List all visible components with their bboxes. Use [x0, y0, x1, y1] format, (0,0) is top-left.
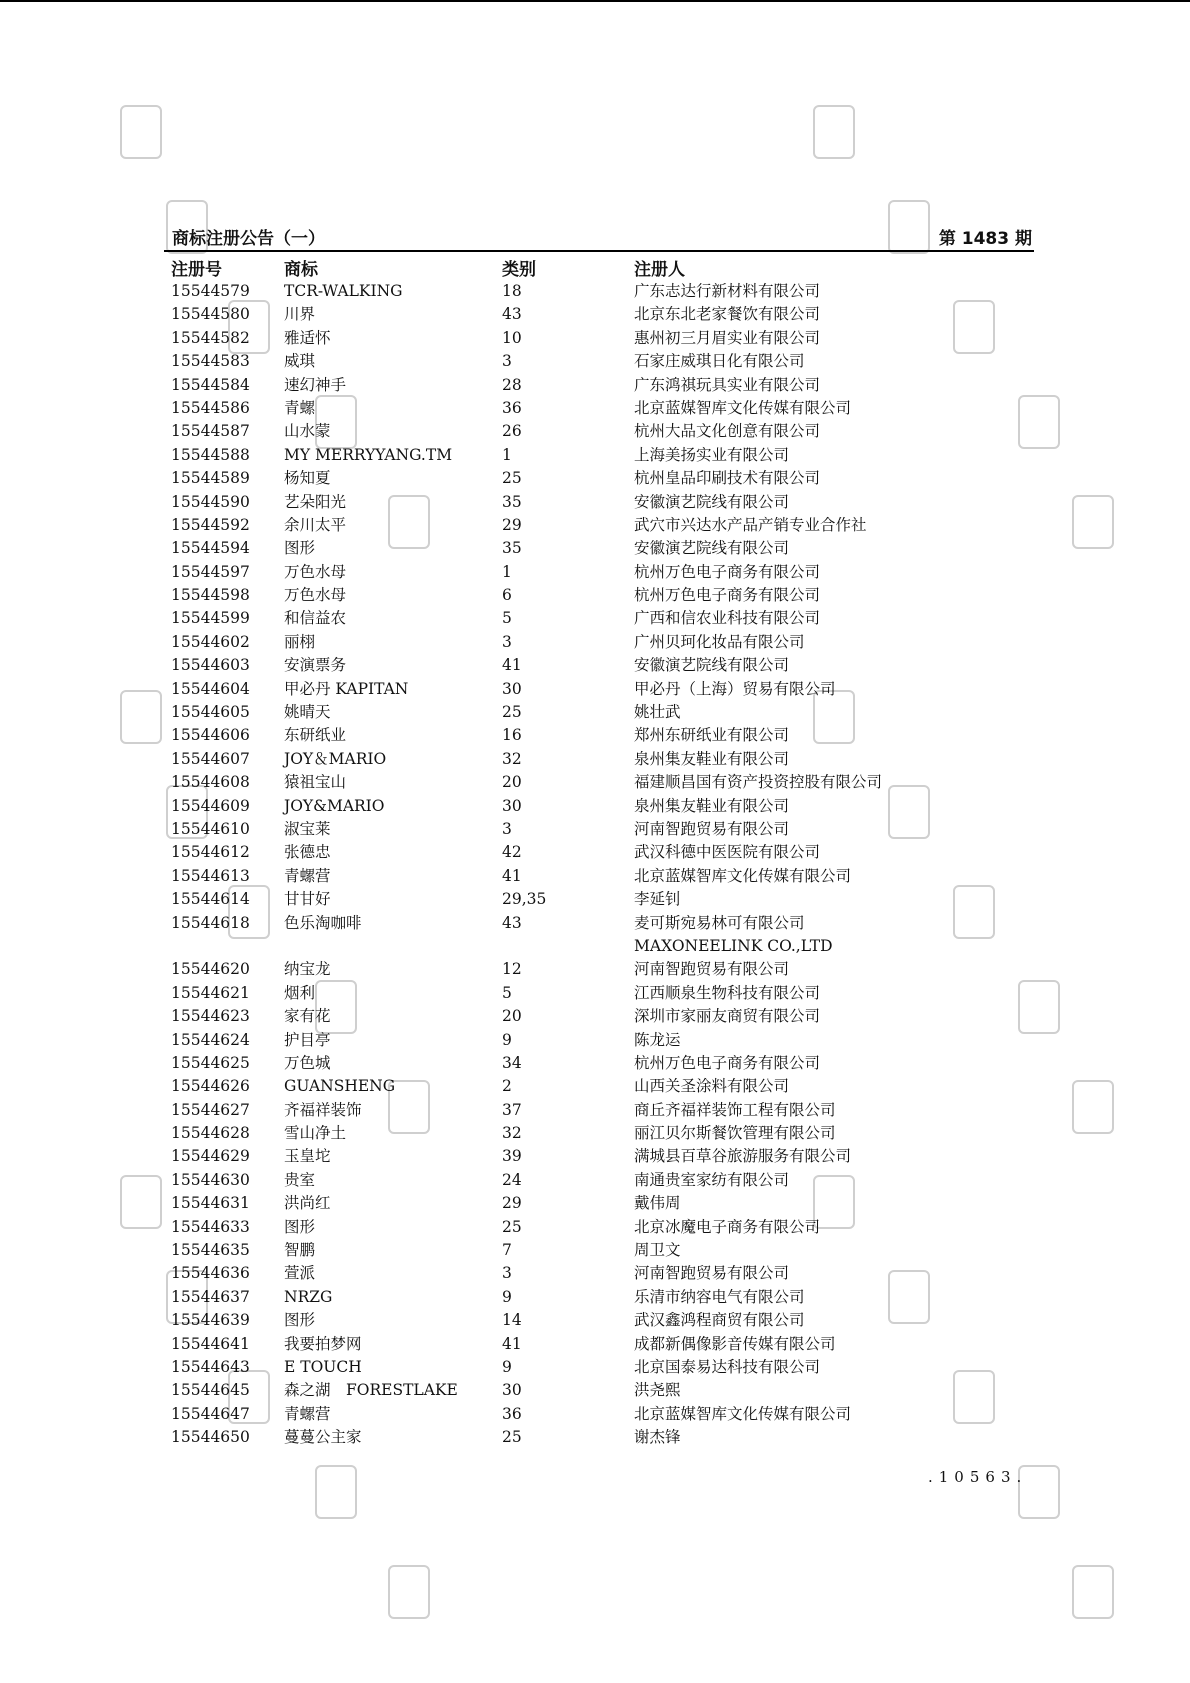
- class-cell: 9: [502, 1357, 512, 1376]
- reg-no-cell: 15544625: [171, 1053, 250, 1072]
- reg-no-cell: 15544639: [171, 1311, 250, 1330]
- reg-no-cell: 15544627: [171, 1100, 250, 1119]
- reg-no-cell: 15544580: [171, 305, 250, 324]
- reg-no-cell: 15544603: [171, 656, 250, 675]
- class-cell: 36: [502, 398, 522, 417]
- mark-cell: 速幻神手: [284, 375, 347, 394]
- mark-cell: 图形: [284, 539, 316, 558]
- owner-cell: 北京冰魔电子商务有限公司: [634, 1217, 821, 1236]
- class-cell: 36: [502, 1404, 522, 1423]
- reg-no-cell: 15544643: [171, 1357, 250, 1376]
- table-row: [0, 1122, 1190, 1145]
- class-cell: 41: [502, 866, 522, 885]
- table-row: [0, 724, 1190, 747]
- mark-cell: 玉皇坨: [284, 1147, 331, 1166]
- class-cell: 43: [502, 913, 522, 932]
- table-row: [0, 467, 1190, 490]
- owner-cell: 江西顺泉生物科技有限公司: [634, 983, 821, 1002]
- class-cell: 26: [502, 422, 522, 441]
- owner-cell: 成都新偶像影音传媒有限公司: [634, 1334, 836, 1353]
- class-cell: 29: [502, 1194, 522, 1213]
- table-row: [0, 397, 1190, 420]
- table-row: [0, 1029, 1190, 1052]
- page-number: .10563.: [928, 1468, 1028, 1486]
- owner-cell: 麦可斯宛易林可有限公司: [634, 913, 805, 932]
- mark-cell: TCR-WALKING: [284, 282, 403, 300]
- owner-cell: 杭州皇品印刷技术有限公司: [634, 469, 821, 488]
- class-cell: 5: [502, 983, 512, 1002]
- column-header-owner: 注册人: [634, 260, 685, 280]
- mark-cell: 余川太平: [284, 515, 347, 534]
- watermark-stamp: [813, 105, 855, 159]
- owner-cell: 河南智跑贸易有限公司: [634, 1264, 790, 1283]
- owner-cell: 杭州万色电子商务有限公司: [634, 1053, 821, 1072]
- class-cell: 12: [502, 960, 522, 979]
- reg-no-cell: 15544584: [171, 375, 250, 394]
- class-cell: 32: [502, 749, 522, 768]
- table-row: [0, 350, 1190, 373]
- mark-cell: 山水蒙: [284, 422, 331, 441]
- document-title: 商标注册公告（一）: [172, 229, 325, 249]
- class-cell: 14: [502, 1311, 522, 1330]
- owner-cell: 南通贵室家纺有限公司: [634, 1170, 790, 1189]
- reg-no-cell: 15544607: [171, 749, 250, 768]
- table-row: [0, 303, 1190, 326]
- reg-no-cell: 15544588: [171, 445, 250, 464]
- reg-no-cell: 15544621: [171, 983, 250, 1002]
- mark-cell: 护目亭: [284, 1030, 331, 1049]
- owner-cell: 广西和信农业科技有限公司: [634, 609, 821, 628]
- table-row: [0, 888, 1190, 911]
- mark-cell: 青螺营: [284, 1404, 331, 1423]
- column-header-reg-no: 注册号: [171, 260, 222, 280]
- mark-cell: 蔓蔓公主家: [284, 1428, 362, 1447]
- owner-cell: 山西关圣涂料有限公司: [634, 1077, 790, 1096]
- reg-no-cell: 15544605: [171, 703, 250, 722]
- owner-cell: 广东志达行新材料有限公司: [634, 282, 821, 300]
- reg-no-cell: 15544636: [171, 1264, 250, 1283]
- mark-cell: 烟利: [284, 983, 316, 1002]
- owner-cell: 泉州集友鞋业有限公司: [634, 796, 790, 815]
- reg-no-cell: 15544618: [171, 913, 250, 932]
- class-cell: 5: [502, 609, 512, 628]
- reg-no-cell: 15544604: [171, 679, 250, 698]
- table-row: [0, 1169, 1190, 1192]
- table-row: [0, 374, 1190, 397]
- watermark-stamp: [388, 1565, 430, 1619]
- table-row: [0, 280, 1190, 303]
- class-cell: 10: [502, 328, 522, 347]
- table-row: [0, 1005, 1190, 1028]
- table-row: [0, 607, 1190, 630]
- table-row: [0, 1262, 1190, 1285]
- owner-cell: 武汉鑫鸿程商贸有限公司: [634, 1311, 805, 1330]
- owner-cell: 李延钊: [634, 890, 681, 909]
- class-cell: 30: [502, 1381, 522, 1400]
- class-cell: 9: [502, 1030, 512, 1049]
- watermark-stamp: [315, 1465, 357, 1519]
- mark-cell: 洪尚红: [284, 1194, 331, 1213]
- reg-no-cell: 15544620: [171, 960, 250, 979]
- trademark-table: [0, 280, 1190, 1450]
- reg-no-cell: 15544597: [171, 562, 250, 581]
- reg-no-cell: 15544598: [171, 586, 250, 605]
- owner-cell: 广州贝珂化妆品有限公司: [634, 632, 805, 651]
- reg-no-cell: 15544599: [171, 609, 250, 628]
- mark-cell: JOY&MARIO: [284, 796, 385, 815]
- reg-no-cell: 15544635: [171, 1241, 250, 1260]
- reg-no-cell: 15544614: [171, 890, 250, 909]
- reg-no-cell: 15544579: [171, 282, 250, 300]
- column-header-mark: 商标: [284, 260, 318, 280]
- class-cell: 35: [502, 539, 522, 558]
- owner-cell: 武汉科德中医医院有限公司: [634, 843, 821, 862]
- mark-cell: 张德忠: [284, 843, 331, 862]
- reg-no-cell: 15544609: [171, 796, 250, 815]
- reg-no-cell: 15544628: [171, 1124, 250, 1143]
- owner-cell: 安徽演艺院线有限公司: [634, 539, 790, 558]
- mark-cell: MY MERRYYANG.TM: [284, 445, 453, 464]
- owner-cell: 满城县百草谷旅游服务有限公司: [634, 1147, 852, 1166]
- class-cell: 2: [502, 1077, 512, 1096]
- owner-cell: 乐清市纳容电气有限公司: [634, 1287, 805, 1306]
- class-cell: 3: [502, 632, 512, 651]
- class-cell: 20: [502, 1007, 522, 1026]
- mark-cell: 东研纸业: [284, 726, 347, 745]
- table-row: [0, 748, 1190, 771]
- reg-no-cell: 15544602: [171, 632, 250, 651]
- reg-no-cell: 15544645: [171, 1381, 250, 1400]
- reg-no-cell: 15544613: [171, 866, 250, 885]
- reg-no-cell: 15544626: [171, 1077, 250, 1096]
- class-cell: 25: [502, 469, 522, 488]
- table-row: [0, 1403, 1190, 1426]
- top-border-rule: [0, 0, 1190, 2]
- reg-no-cell: 15544637: [171, 1287, 250, 1306]
- reg-no-cell: 15544586: [171, 398, 250, 417]
- table-row: [0, 912, 1190, 935]
- watermark-stamp: [120, 105, 162, 159]
- mark-cell: 森之湖 FORESTLAKE: [284, 1381, 458, 1400]
- table-row: [0, 561, 1190, 584]
- table-row: [0, 491, 1190, 514]
- mark-cell: 纳宝龙: [284, 960, 331, 979]
- reg-no-cell: 15544589: [171, 469, 250, 488]
- owner-cell: 深圳市家丽友商贸有限公司: [634, 1007, 821, 1026]
- owner-cell: 北京蓝媒智库文化传媒有限公司: [634, 866, 852, 885]
- class-cell: 16: [502, 726, 522, 745]
- table-row: [0, 1356, 1190, 1379]
- owner-cell: 广东鸿祺玩具实业有限公司: [634, 375, 821, 394]
- table-row: [0, 444, 1190, 467]
- table-row: [0, 982, 1190, 1005]
- class-cell: 43: [502, 305, 522, 324]
- table-row: [0, 514, 1190, 537]
- class-cell: 3: [502, 352, 512, 371]
- reg-no-cell: 15544631: [171, 1194, 250, 1213]
- reg-no-cell: 15544623: [171, 1007, 250, 1026]
- table-row: [0, 1379, 1190, 1402]
- class-cell: 25: [502, 1217, 522, 1236]
- reg-no-cell: 15544630: [171, 1170, 250, 1189]
- owner-cell: 河南智跑贸易有限公司: [634, 960, 790, 979]
- table-row: [0, 1099, 1190, 1122]
- reg-no-cell: 15544647: [171, 1404, 250, 1423]
- owner-cell: 周卫文: [634, 1241, 681, 1260]
- owner-cell: 安徽演艺院线有限公司: [634, 492, 790, 511]
- table-row: [0, 958, 1190, 981]
- class-cell: 3: [502, 1264, 512, 1283]
- owner-cell: 杭州万色电子商务有限公司: [634, 562, 821, 581]
- class-cell: 34: [502, 1053, 522, 1072]
- class-cell: 28: [502, 375, 522, 394]
- owner-cell: 郑州东研纸业有限公司: [634, 726, 790, 745]
- table-row: [0, 1192, 1190, 1215]
- table-row: [0, 327, 1190, 350]
- owner-cell: 北京蓝媒智库文化传媒有限公司: [634, 1404, 852, 1423]
- mark-cell: 智鹏: [284, 1241, 316, 1260]
- issue-number: 第 1483 期: [938, 229, 1032, 249]
- class-cell: 6: [502, 586, 512, 605]
- table-row: [0, 584, 1190, 607]
- class-cell: 39: [502, 1147, 522, 1166]
- mark-cell: 图形: [284, 1217, 316, 1236]
- mark-cell: 色乐淘咖啡: [284, 913, 362, 932]
- owner-cell: 甲必丹（上海）贸易有限公司: [634, 679, 836, 698]
- column-header-class: 类别: [502, 260, 536, 280]
- reg-no-cell: 15544641: [171, 1334, 250, 1353]
- owner-cell: 杭州万色电子商务有限公司: [634, 586, 821, 605]
- owner-cell: 洪尧熙: [634, 1381, 681, 1400]
- mark-cell: 齐福祥装饰: [284, 1100, 362, 1119]
- owner-cell: 河南智跑贸易有限公司: [634, 819, 790, 838]
- reg-no-cell: 15544594: [171, 539, 250, 558]
- owner-cell: 谢杰锋: [634, 1428, 681, 1447]
- class-cell: 29,35: [502, 890, 547, 909]
- table-row: [0, 1333, 1190, 1356]
- mark-cell: 青螺营: [284, 866, 331, 885]
- mark-cell: 丽栩: [284, 632, 316, 651]
- reg-no-cell: 15544612: [171, 843, 250, 862]
- mark-cell: 淑宝莱: [284, 819, 331, 838]
- mark-cell: 我要拍梦网: [284, 1334, 362, 1353]
- class-cell: 30: [502, 679, 522, 698]
- mark-cell: 威琪: [284, 352, 316, 371]
- table-row: [0, 1286, 1190, 1309]
- class-cell: 41: [502, 1334, 522, 1353]
- table-row: [0, 935, 1190, 958]
- header-divider: [164, 250, 1034, 252]
- reg-no-cell: 15544624: [171, 1030, 250, 1049]
- mark-cell: 雅适怀: [284, 328, 331, 347]
- mark-cell: 和信益农: [284, 609, 347, 628]
- table-row: [0, 537, 1190, 560]
- class-cell: 20: [502, 773, 522, 792]
- class-cell: 1: [502, 445, 512, 464]
- mark-cell: 家有花: [284, 1007, 331, 1026]
- mark-cell: 万色水母: [284, 586, 347, 605]
- table-row: [0, 420, 1190, 443]
- class-cell: 32: [502, 1124, 522, 1143]
- mark-cell: 川界: [284, 305, 316, 324]
- mark-cell: 甲必丹 KAPITAN: [284, 679, 409, 698]
- class-cell: 7: [502, 1241, 512, 1260]
- mark-cell: E TOUCH: [284, 1357, 362, 1376]
- mark-cell: NRZG: [284, 1287, 333, 1306]
- mark-cell: 万色水母: [284, 562, 347, 581]
- mark-cell: 姚晴天: [284, 703, 331, 722]
- mark-cell: 雪山净土: [284, 1124, 347, 1143]
- mark-cell: 猿祖宝山: [284, 773, 347, 792]
- table-row: [0, 1145, 1190, 1168]
- table-row: [0, 631, 1190, 654]
- owner-cell: MAXONEELINK CO.,LTD: [634, 936, 833, 955]
- class-cell: 25: [502, 1428, 522, 1447]
- table-row: [0, 1216, 1190, 1239]
- mark-cell: 万色城: [284, 1053, 331, 1072]
- mark-cell: 图形: [284, 1311, 316, 1330]
- reg-no-cell: 15544606: [171, 726, 250, 745]
- mark-cell: 杨知夏: [284, 469, 331, 488]
- table-row: [0, 1426, 1190, 1449]
- table-row: [0, 841, 1190, 864]
- owner-cell: 上海美扬实业有限公司: [634, 445, 790, 464]
- mark-cell: 甘甘好: [284, 890, 331, 909]
- class-cell: 42: [502, 843, 522, 862]
- reg-no-cell: 15544582: [171, 328, 250, 347]
- class-cell: 41: [502, 656, 522, 675]
- mark-cell: 贵室: [284, 1170, 316, 1189]
- mark-cell: GUANSHENG: [284, 1077, 396, 1096]
- reg-no-cell: 15544650: [171, 1428, 250, 1447]
- table-row: [0, 1309, 1190, 1332]
- watermark-stamp: [1072, 1565, 1114, 1619]
- class-cell: 9: [502, 1287, 512, 1306]
- owner-cell: 福建顺昌国有资产投资控股有限公司: [634, 773, 883, 792]
- reg-no-cell: 15544587: [171, 422, 250, 441]
- owner-cell: 泉州集友鞋业有限公司: [634, 749, 790, 768]
- owner-cell: 戴伟周: [634, 1194, 681, 1213]
- class-cell: 3: [502, 819, 512, 838]
- owner-cell: 杭州大品文化创意有限公司: [634, 422, 821, 441]
- owner-cell: 陈龙运: [634, 1030, 681, 1049]
- reg-no-cell: 15544592: [171, 515, 250, 534]
- owner-cell: 石家庄威琪日化有限公司: [634, 352, 805, 371]
- table-row: [0, 1239, 1190, 1262]
- table-row: [0, 771, 1190, 794]
- reg-no-cell: 15544590: [171, 492, 250, 511]
- owner-cell: 安徽演艺院线有限公司: [634, 656, 790, 675]
- class-cell: 35: [502, 492, 522, 511]
- class-cell: 18: [502, 282, 522, 300]
- mark-cell: 艺朵阳光: [284, 492, 347, 511]
- table-row: [0, 1052, 1190, 1075]
- owner-cell: 北京国泰易达科技有限公司: [634, 1357, 821, 1376]
- owner-cell: 商丘齐福祥装饰工程有限公司: [634, 1100, 836, 1119]
- reg-no-cell: 15544633: [171, 1217, 250, 1236]
- reg-no-cell: 15544583: [171, 352, 250, 371]
- class-cell: 37: [502, 1100, 522, 1119]
- owner-cell: 惠州初三月眉实业有限公司: [634, 328, 821, 347]
- mark-cell: 青螺: [284, 398, 316, 417]
- mark-cell: 萱派: [284, 1264, 316, 1283]
- owner-cell: 丽江贝尔斯餐饮管理有限公司: [634, 1124, 836, 1143]
- page-header: [170, 222, 1034, 250]
- class-cell: 29: [502, 515, 522, 534]
- class-cell: 30: [502, 796, 522, 815]
- mark-cell: 安演票务: [284, 656, 347, 675]
- table-row: [0, 701, 1190, 724]
- table-row: [0, 654, 1190, 677]
- mark-cell: JOY＆MARIO: [284, 749, 387, 768]
- class-cell: 1: [502, 562, 512, 581]
- reg-no-cell: 15544629: [171, 1147, 250, 1166]
- table-row: [0, 678, 1190, 701]
- class-cell: 24: [502, 1170, 522, 1189]
- table-row: [0, 818, 1190, 841]
- owner-cell: 武穴市兴达水产品产销专业合作社: [634, 515, 867, 534]
- owner-cell: 姚壮武: [634, 703, 681, 722]
- table-row: [0, 865, 1190, 888]
- table-row: [0, 795, 1190, 818]
- reg-no-cell: 15544610: [171, 819, 250, 838]
- reg-no-cell: 15544608: [171, 773, 250, 792]
- owner-cell: 北京东北老家餐饮有限公司: [634, 305, 821, 324]
- table-row: [0, 1075, 1190, 1098]
- owner-cell: 北京蓝媒智库文化传媒有限公司: [634, 398, 852, 417]
- class-cell: 25: [502, 703, 522, 722]
